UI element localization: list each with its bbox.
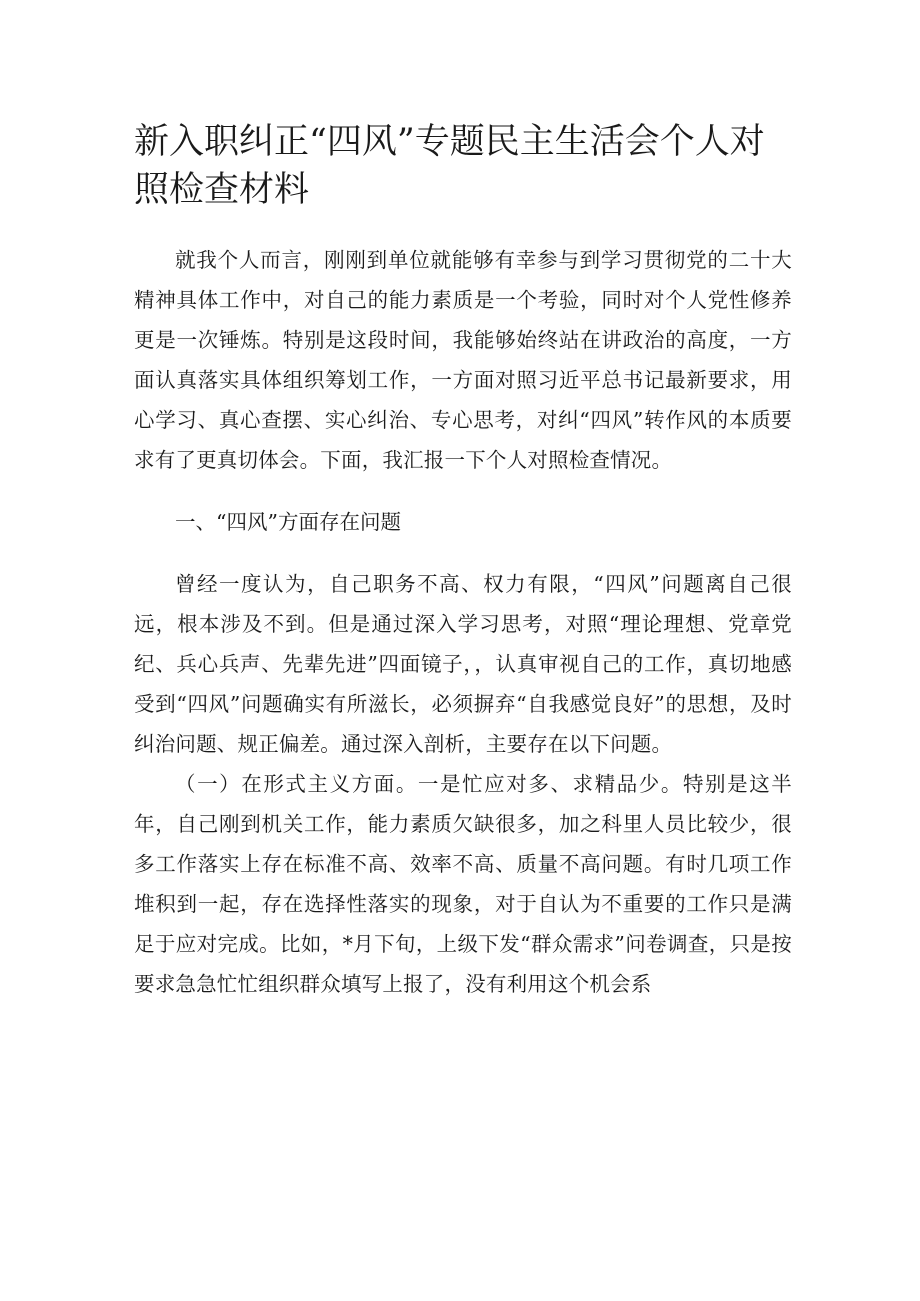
section-heading-1: 一、“四风”方面存在问题	[175, 510, 401, 534]
section1-paragraph: 曾经一度认为，自己职务不高、权力有限，“四风”问题离自己很远，根本涉及不到。但是通过深入学习思考，对照“理论理想、党章党纪、兵心兵声、先辈先进”四面镜子，，认真审视自己的工作，真切地感受到“四风”问题确实有所滋长，必须摒弃“自我感觉良好”的思想，及时纠治问题、规正偏差。通过深入剖析，主要存在以下问题。	[134, 572, 792, 756]
subsection1-paragraph: （一）在形式主义方面。一是忙应对多、求精品少。特别是这半年，自己刚到机关工作，能力素质欠缺很多，加之科里人员比较少，很多工作落实上存在标准不高、效率不高、质量不高问题。有时几项工作堆积到一起，存在选择性落实的现象，对于自认为不重要的工作只是满足于应对完成。比如，*月下旬，上级下发“群众需求”问卷调查，只是按要求急急忙忙组织群众填写上报了，没有利用这个机会系	[134, 772, 792, 996]
document-title: 新入职纠正“四风”专题民主生活会个人对照检查材料	[134, 122, 765, 210]
intro-paragraph: 就我个人而言，刚刚到单位就能够有幸参与到学习贯彻党的二十大精神具体工作中，对自己的能力素质是一个考验，同时对个人党性修养更是一次锤炼。特别是这段时间，我能够始终站在讲政治的高度，一方面认真落实具体组织筹划工作，一方面对照习近平总书记最新要求，用心学习、真心查摆、实心纠治、专心思考，对纠“四风”转作风的本质要求有了更真切体会。下面，我汇报一下个人对照检查情况。	[134, 248, 792, 472]
